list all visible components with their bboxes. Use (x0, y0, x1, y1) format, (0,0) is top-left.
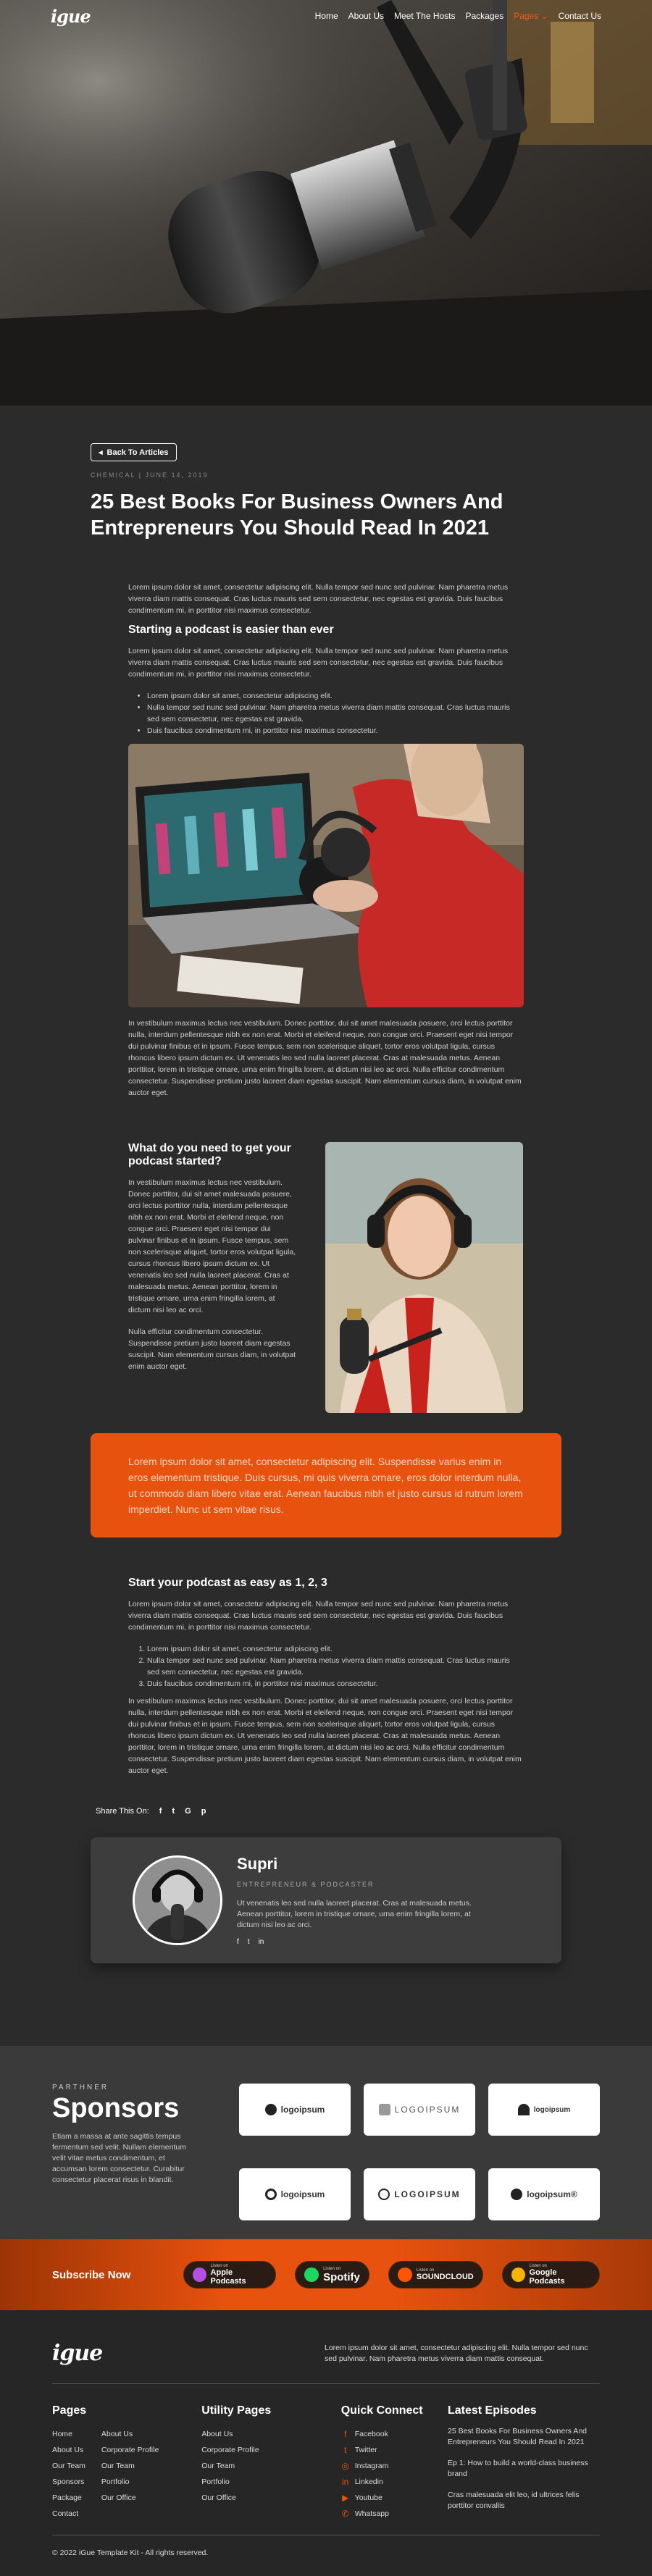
footer-top (52, 2341, 600, 2384)
soundcloud-icon (398, 2267, 412, 2282)
paragraph: Lorem ipsum dolor sit amet, consectetur adipiscing elit. Nulla tempor sed nunc sed pulvinar. Nam pharetra metus viverra diam mattis consequat. Cras luctus mauris sed sem consectetur, nec egestas est gravida. Duis faucibus condimentum mi, in porttitor nisi maximus consectetur. (128, 1600, 509, 1632)
twitter-icon[interactable]: t (247, 1938, 250, 1946)
instagram-link[interactable]: ◎ Instagram (341, 2458, 448, 2474)
facebook-icon[interactable]: f (159, 1807, 162, 1816)
subscribe-bar (0, 2239, 652, 2310)
google-icon[interactable]: G (185, 1807, 191, 1816)
heading-easy: Start your podcast as easy as 1, 2, 3 (128, 1577, 327, 1589)
paragraph: In vestibulum maximus lectus nec vestibulum. Donec porttitor, dui sit amet malesuada posuere, orci lectus porttitor nulla, interdum pellentesque nibh ex non erat. Morbi et eleifend neque, non congue orci. Praesent eget nisi tempor dui pulvinar finibus et in ipsum. Fusce tempus, sem non scelerisque aliquet, tortor eros volutpat ligula, cursus rhoncus libero ipsum dictum ex. Ut venenatis leo sed nulla laoreet placerat. Cras at malesuada metus. Aenean porttitor, lorem in tristique ornare, urna enim fringilla lorem, at dictum nisi leo ac orci. (128, 1178, 296, 1314)
top-navbar (0, 0, 652, 32)
footer-link[interactable]: Portfolio (201, 2478, 230, 2486)
logo-mark-icon (265, 2189, 277, 2200)
laptop-headphones-image (128, 744, 524, 1007)
footer-logo[interactable]: igue (52, 2341, 103, 2366)
logo-mark-icon (265, 2104, 277, 2115)
list-item: 2. Nulla tempor sed nunc sed pulvinar. Nam pharetra metus viverra diam mattis consequat. Cras luctus mauris sed sem consectetur, nec egestas est gravida. (147, 1655, 524, 1678)
chevron-down-icon: ⌄ (540, 11, 548, 21)
linkedin-link[interactable]: in Linkedin (341, 2474, 448, 2490)
sponsor-logo[interactable]: logoipsum® (488, 2168, 600, 2220)
paragraph: Nulla efficitur condimentum consectetur. Suspendisse pretium justo laoreet diam egestas suscipit. Nam elementum cursus diam, in volutpat enim auctor eget. (128, 1327, 296, 1371)
twitter-icon: t (344, 2445, 347, 2455)
nav-pages[interactable]: Pages ⌄ (514, 11, 548, 21)
facebook-link[interactable]: f Facebook (341, 2426, 448, 2442)
youtube-icon: ▶ (342, 2493, 349, 2503)
nav-packages[interactable]: Packages (465, 11, 504, 21)
woman-podcaster-image (325, 1142, 523, 1413)
twitter-link[interactable]: t Twitter (341, 2442, 448, 2458)
author-card (91, 1837, 561, 1963)
pinterest-icon[interactable]: p (201, 1807, 206, 1816)
footer-link[interactable]: Sponsors (52, 2478, 85, 2486)
facebook-icon[interactable]: f (237, 1938, 239, 1946)
footer-link[interactable]: Our Team (52, 2462, 85, 2470)
heading-starting: Starting a podcast is easier than ever (128, 624, 334, 636)
footer-pages (52, 2404, 201, 2522)
avatar (133, 1855, 222, 1945)
episode-link[interactable]: 25 Best Books For Business Owners And Entrepreneurs You Should Read In 2021 (447, 2427, 587, 2446)
sponsors-intro (52, 2084, 197, 2239)
paragraph: In vestibulum maximus lectus nec vestibulum. Donec porttitor, dui sit amet malesuada posuere, orci lectus porttitor nulla, interdum pellentesque nibh ex non erat. Morbi et eleifend neque, non congue orci. Praesent eget nisi tempor dui pulvinar finibus et in ipsum. Fusce tempus, sem non scelerisque aliquet, tortor eros volutpat ligula, cursus rhoncus libero ipsum dictum ex. Ut venenatis leo sed nulla laoreet placerat. Cras at malesuada metus. Aenean porttitor, lorem in tristique ornare, urna enim fringilla lorem, at dictum nisi leo ac orci. Nulla efficitur condimentum consectetur. Suspendisse pretium justo laoreet diam egestas suscipit. Nam elementum cursus diam, in volutpat enim auctor eget. (128, 1019, 522, 1097)
sponsors-pretitle: PARTHNER (52, 2084, 109, 2092)
sponsor-logo[interactable]: logoipsum (239, 2084, 351, 2136)
author-role: ENTREPRENEUR & PODCASTER (237, 1881, 375, 1888)
highlight-quote: Lorem ipsum dolor sit amet, consectetur adipiscing elit. Suspendisse varius enim in eros elementum tristique. Duis cursus, mi quis viverra ornare, eros dolor interdum nulla, ut commodo diam libero vitae erat. Aenean faucibus nibh et justo cursus id rutrum lorem imperdiet. Nunc ut sem vitae risus. (91, 1433, 561, 1537)
logo-mark-icon (518, 2104, 530, 2115)
footer-link[interactable]: Our Team (201, 2462, 235, 2470)
footer-link[interactable]: Corporate Profile (101, 2446, 159, 2454)
main-menu (315, 11, 601, 21)
list-item: 1. Lorem ipsum dolor sit amet, consectetur adipiscing elit. (147, 1643, 524, 1655)
footer-link[interactable]: Home (52, 2430, 73, 2438)
sponsor-logo[interactable]: logoipsum (239, 2168, 351, 2220)
footer-utility (201, 2404, 340, 2522)
google-podcasts-button[interactable]: Listen on Google Podcasts (502, 2261, 600, 2288)
sponsor-logo[interactable]: LOGOIPSUM (364, 2084, 475, 2136)
sponsors-section (0, 2046, 652, 2239)
list-item: • Nulla tempor sed nunc sed pulvinar. Nam pharetra metus viverra diam mattis consequat. Cras luctus mauris sed sem consectetur, nec egestas est gravida. (147, 702, 524, 725)
platform-buttons (183, 2261, 600, 2288)
footer-utility-title: Utility Pages (201, 2404, 272, 2417)
facebook-icon: f (344, 2429, 347, 2439)
footer-columns (52, 2404, 600, 2522)
heading-need: What do you need to get your podcast started? (128, 1142, 291, 1167)
footer-link[interactable]: Our Office (101, 2493, 136, 2502)
footer-link[interactable]: Our Office (201, 2493, 236, 2502)
linkedin-icon[interactable]: in (258, 1938, 264, 1946)
sponsor-logo[interactable]: LOGOIPSUM (364, 2168, 475, 2220)
whatsapp-link[interactable]: ✆ Whatsapp (341, 2506, 448, 2522)
nav-about[interactable]: About Us (348, 11, 385, 21)
footer-link[interactable]: Package (52, 2493, 82, 2502)
logo-mark-icon (379, 2104, 390, 2115)
chevron-left-icon: ◂ (99, 448, 103, 457)
author-info (237, 1855, 483, 1946)
author-social (237, 1938, 483, 1946)
footer-link[interactable]: Portfolio (101, 2478, 130, 2486)
spotify-button[interactable]: Listen on Spotify (295, 2261, 369, 2288)
site-logo[interactable]: igue (51, 5, 91, 27)
logo-mark-icon (378, 2189, 390, 2200)
linkedin-icon: in (342, 2477, 349, 2487)
back-to-articles-button[interactable]: ◂ Back To Articles (91, 443, 177, 461)
soundcloud-button[interactable]: Listen on SOUNDCLOUD (388, 2261, 483, 2288)
two-column-text (128, 1142, 296, 1413)
footer-pages-title: Pages (52, 2404, 87, 2417)
footer-link[interactable]: Our Team (101, 2462, 135, 2470)
article-header (0, 406, 652, 541)
nav-hosts[interactable]: Meet The Hosts (394, 11, 456, 21)
instagram-icon: ◎ (341, 2461, 349, 2471)
google-podcasts-icon (511, 2267, 525, 2282)
apple-podcasts-button[interactable]: Listen on Apple Podcasts (183, 2261, 276, 2288)
intro-paragraph: Lorem ipsum dolor sit amet, consectetur adipiscing elit. Nulla tempor sed nunc sed pulvinar. Nam pharetra metus viverra diam mattis consequat. Cras luctus mauris sed sem consectetur, nec egestas est gravida. Duis faucibus condimentum mi, in porttitor nisi maximus consectetur. (128, 583, 509, 615)
twitter-icon[interactable]: t (172, 1807, 175, 1816)
episode-link[interactable]: Ep 1: How to build a world-class business brand (447, 2459, 588, 2478)
nav-home[interactable]: Home (314, 11, 338, 21)
footer-latest-episodes (448, 2404, 600, 2522)
footer (0, 2310, 652, 2576)
footer-text: Lorem ipsum dolor sit amet, consectetur adipiscing elit. Nulla tempor sed nunc sed pulvinar. Nam pharetra metus viverra diam mattis consequat. (325, 2343, 588, 2363)
apple-podcasts-icon (193, 2267, 206, 2282)
footer-latest-title: Latest Episodes (447, 2404, 537, 2417)
sponsors-text: Etiam a massa at ante sagittis tempus fermentum sed velit. Nullam elementum velit vitae metus condimentum, et accumsan lorem consectetur. Curabitur consectetur placerat risus in blandit. (52, 2132, 186, 2184)
share-label: Share This On: (96, 1807, 149, 1816)
article-meta: CHEMICAL | JUNE 14, 2019 (91, 471, 209, 479)
sponsors-title: Sponsors (52, 2093, 180, 2123)
sponsor-logo-grid (239, 2084, 600, 2239)
footer-link[interactable]: About Us (52, 2446, 84, 2454)
two-column-section (128, 1142, 524, 1413)
subscribe-title: Subscribe Now (52, 2268, 131, 2281)
article-body (0, 541, 652, 1413)
list-item: 3. Duis faucibus condimentum mi, in porttitor nisi maximus consectetur. (147, 1678, 524, 1690)
list-item: • Lorem ipsum dolor sit amet, consectetur adipiscing elit. (147, 690, 524, 702)
whatsapp-icon: ✆ (341, 2509, 349, 2519)
article-title: 25 Best Books For Business Owners And Entrepreneurs You Should Read In 2021 (91, 490, 503, 540)
footer-link[interactable]: Corporate Profile (201, 2446, 259, 2454)
footer-quick-connect (341, 2404, 448, 2522)
nav-contact[interactable]: Contact Us (558, 11, 601, 21)
footer-link[interactable]: About Us (201, 2430, 233, 2438)
hero-image (0, 0, 652, 406)
article-section-3 (0, 1537, 652, 1776)
spotify-icon (304, 2267, 319, 2282)
copyright: © 2022 iGue Template Kit - All rights reserved. (52, 2535, 600, 2557)
youtube-link[interactable]: ▶ Youtube (341, 2490, 448, 2506)
logo-mark-icon (511, 2189, 522, 2200)
share-bar (0, 1776, 652, 1816)
sponsor-logo[interactable]: logoipsum (488, 2084, 600, 2136)
paragraph: In vestibulum maximus lectus nec vestibulum. Donec porttitor, dui sit amet malesuada posuere, orci lectus porttitor nulla, interdum pellentesque nibh ex non erat. Morbi et eleifend neque, non congue orci. Praesent eget nisi tempor dui pulvinar finibus et in ipsum. Fusce tempus, sem non scelerisque aliquet, tortor eros volutpat ligula, cursus rhoncus libero ipsum dictum ex. Ut venenatis leo sed nulla laoreet placerat. Cras at malesuada metus. Aenean porttitor, lorem in tristique ornare, urna enim fringilla lorem, at dictum nisi leo ac orci. Nulla efficitur condimentum consectetur. Suspendisse pretium justo laoreet diam egestas suscipit. Nam elementum cursus diam, in volutpat enim auctor eget. (128, 1697, 522, 1775)
episode-link[interactable]: Cras malesuada elit leo, id ultrices felis porttitor convallis (447, 2491, 580, 2510)
paragraph: Lorem ipsum dolor sit amet, consectetur adipiscing elit. Nulla tempor sed nunc sed pulvinar. Nam pharetra metus viverra diam mattis consequat. Cras luctus mauris sed sem consectetur, nec egestas est gravida. Duis faucibus condimentum mi, in porttitor nisi maximus consectetur. (128, 647, 509, 679)
author-bio: Ut venenatis leo sed nulla laoreet placerat. Cras at malesuada metus. Aenean porttitor, lorem in tristique ornare, urna enim fringilla lorem, at dictum nisi leo ac orci. (237, 1899, 472, 1929)
footer-link[interactable]: Contact (52, 2509, 79, 2518)
author-name: Supri (237, 1855, 278, 1873)
footer-link[interactable]: About Us (101, 2430, 133, 2438)
bullet-list (147, 690, 524, 737)
list-item: • Duis faucibus condimentum mi, in porttitor nisi maximus consectetur. (147, 725, 524, 737)
footer-quick-title: Quick Connect (340, 2404, 423, 2417)
numbered-list (147, 1643, 524, 1690)
